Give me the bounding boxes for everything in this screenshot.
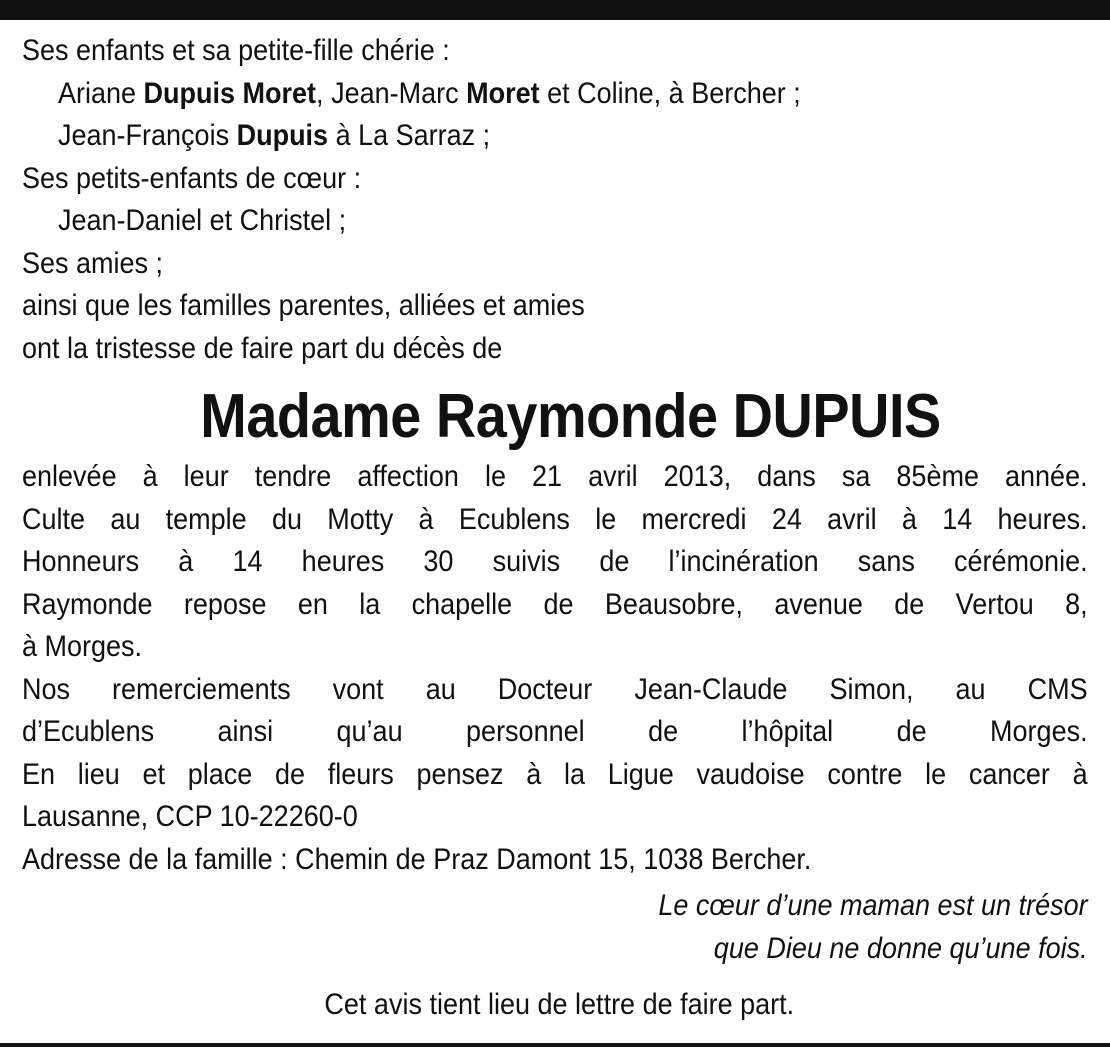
body-line: Raymonde repose en la chapelle de Beausobre, avenue de Vertou 8, [22, 587, 1088, 621]
family-text: et Coline, à Bercher ; [539, 76, 801, 110]
family-text: à La Sarraz ; [328, 119, 491, 152]
intro-line-announcement: ont la tristesse de faire part du décès de [22, 331, 503, 365]
body-line: à Morges. [22, 630, 143, 663]
quote-line: Le cœur d’une maman est un trésor [658, 889, 1088, 922]
family-surname-bold: Dupuis [236, 119, 329, 152]
body-line: En lieu et place de fleurs pensez à la Ligue vaudoise contre le cancer à [22, 757, 1088, 791]
family-surname-bold: Moret [466, 76, 540, 110]
intro-line-families: ainsi que les familles parentes, alliées et amies [22, 289, 585, 322]
top-border-rule [0, 0, 1110, 20]
family-address: Adresse de la famille : Chemin de Praz Damont 15, 1038 Bercher. [22, 842, 812, 876]
body-line: enlevée à leur tendre affection le 21 avril 2013, dans sa 85ème année. [22, 460, 1088, 493]
family-text: Jean-François [58, 119, 237, 152]
body-line: Honneurs à 14 heures 30 suivis de l’incinération sans cérémonie. [22, 545, 1088, 578]
body-line: Nos remerciements vont au Docteur Jean-Claude Simon, au CMS [22, 672, 1088, 706]
intro-line-children: Ses enfants et sa petite-fille chérie : [22, 34, 450, 67]
grandchildren-names: Jean-Daniel et Christel ; [58, 204, 347, 237]
body-line: d’Ecublens ainsi qu’au personnel de l’hôpital de Morges. [22, 715, 1088, 748]
family-text: Ariane [58, 76, 144, 110]
family-line-jean-francois [22, 115, 1088, 158]
obituary-notice [22, 30, 1088, 1027]
bottom-border-rule [0, 1043, 1110, 1047]
family-text: , Jean-Marc [316, 76, 467, 110]
intro-line-grandchildren: Ses petits-enfants de cœur : [22, 161, 362, 195]
closing-statement: Cet avis tient lieu de lettre de faire part. [324, 988, 795, 1021]
family-line-ariane [22, 73, 1088, 116]
body-line: Culte au temple du Motty à Ecublens le mercredi 24 avril à 14 heures. [22, 502, 1088, 536]
quote-line: que Dieu ne donne qu’une fois. [713, 931, 1088, 965]
quote [22, 885, 1088, 970]
intro-line-friends: Ses amies ; [22, 246, 164, 280]
family-surname-bold: Dupuis Moret [143, 76, 317, 110]
deceased-name-heading: Madame Raymonde DUPUIS [200, 382, 941, 451]
body-line: Lausanne, CCP 10-22260-0 [22, 800, 358, 833]
